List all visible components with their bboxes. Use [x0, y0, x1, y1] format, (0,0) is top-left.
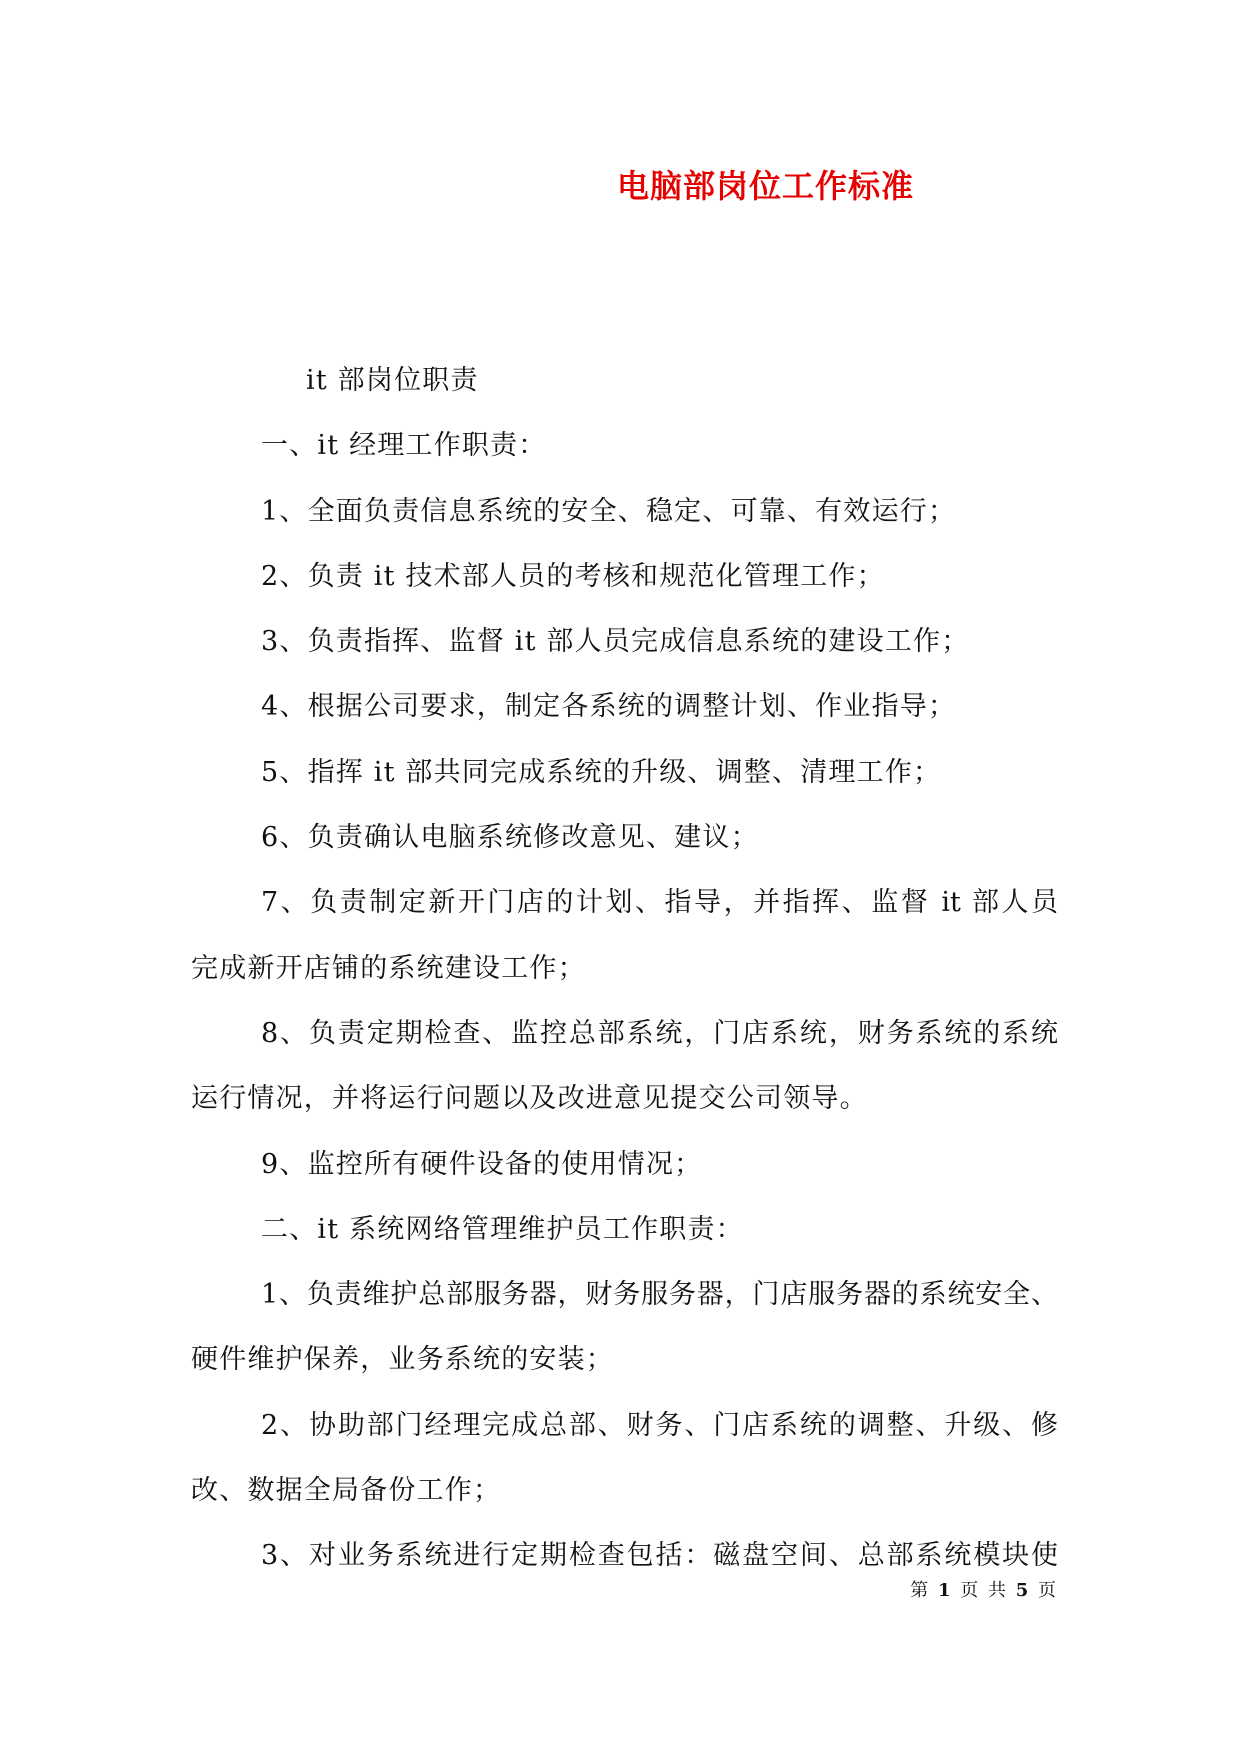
duty-item: 5、指挥 it 部共同完成系统的升级、调整、清理工作；: [261, 756, 942, 788]
duty-item: 6、负责确认电脑系统修改意见、建议；: [261, 822, 759, 854]
document-body: [0, 348, 1241, 1589]
duty-item: 3、对业务系统进行定期检查包括：磁盘空间、总部系统模块使: [261, 1540, 1058, 1572]
page-footer: [910, 1579, 1058, 1603]
footer-prefix: 第: [910, 1580, 931, 1601]
duty-item: 4、根据公司要求，制定各系统的调整计划、作业指导；: [261, 691, 957, 723]
duty-item-continuation: 硬件维护保养，业务系统的安装；: [191, 1344, 614, 1376]
duty-item-continuation: 运行情况，并将运行问题以及改进意见提交公司领导。: [191, 1083, 868, 1115]
duty-item: 8、负责定期检查、监控总部系统，门店系统，财务系统的系统: [261, 1017, 1058, 1049]
total-pages: 5: [1015, 1580, 1031, 1601]
section-heading-1: 一、it 经理工作职责：: [261, 430, 547, 462]
duty-item-continuation: 完成新开店铺的系统建设工作；: [191, 952, 586, 984]
section-heading-2: 二、it 系统网络管理维护员工作职责：: [261, 1213, 744, 1245]
duty-item-continuation: 改、数据全局备份工作；: [191, 1475, 502, 1507]
duty-item: 9、监控所有硬件设备的使用情况；: [261, 1148, 703, 1180]
duty-item: 1、负责维护总部服务器，财务服务器，门店服务器的系统安全、: [261, 1279, 1058, 1311]
duty-item: 2、协助部门经理完成总部、财务、门店系统的调整、升级、修: [261, 1409, 1058, 1441]
duty-item: 3、负责指挥、监督 it 部人员完成信息系统的建设工作；: [261, 626, 970, 658]
page-number: 1: [938, 1580, 953, 1601]
duty-item: 1、全面负责信息系统的安全、稳定、可靠、有效运行；: [261, 495, 957, 527]
document-subtitle: it 部岗位职责: [306, 365, 479, 396]
footer-middle: 页 共: [960, 1580, 1008, 1601]
duty-item: 2、负责 it 技术部人员的考核和规范化管理工作；: [261, 560, 885, 592]
document-title: 电脑部岗位工作标准: [617, 167, 915, 205]
footer-suffix: 页: [1038, 1580, 1058, 1601]
duty-item: 7、负责制定新开门店的计划、指导，并指挥、监督 it 部人员: [261, 887, 1058, 919]
